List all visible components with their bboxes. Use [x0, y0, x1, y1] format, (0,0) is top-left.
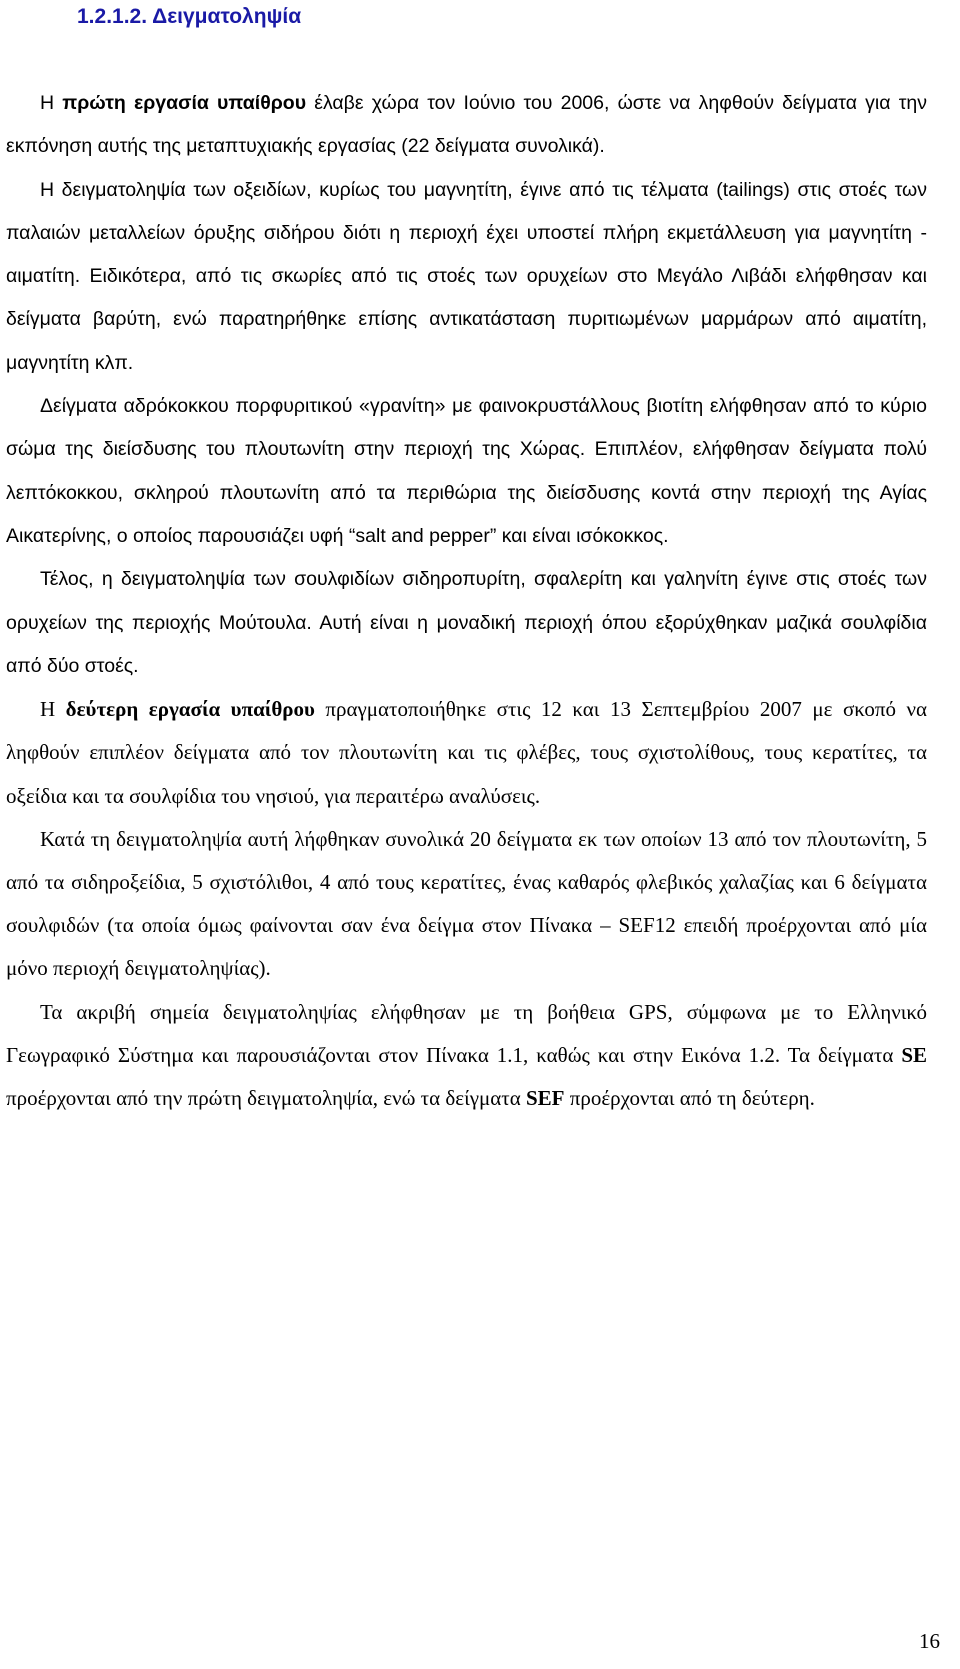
p7-text-a: Τα ακριβή σημεία δειγματοληψίας ελήφθησαν με τη βοήθεια GPS, σύμφωνα με το Ελληνικό Γεωγραφικό Σύστημα και παρουσιάζονται στον Πίνακα 1.1, καθώς και στην Εικόνα 1.2. Τα δείγματα [6, 999, 927, 1067]
p5-text-c: πραγματοποιήθηκε στις 12 και 13 Σεπτεμβρίου 2007 με σκοπό να ληφθούν επιπλέον δείγματα από τον πλουτωνίτη και τις φλέβες, τους σχιστολίθους, τους κερατίτες, τα οξείδια και τα σουλφίδια του νησιού, για περαιτέρω αναλύσεις. [6, 697, 927, 808]
page-number: 16 [919, 1629, 940, 1653]
paragraph-granite-samples: Δείγματα αδρόκοκκου πορφυριτικού «γρανίτη» με φαινοκρυστάλλους βιοτίτη ελήφθησαν από το κύριο σώμα της διείσδυσης του πλουτωνίτη στην περιοχή της Χώρας. Επιπλέον, ελήφθησαν δείγματα πολύ λεπτόκοκκου, σκληρού πλουτωνίτη από τα περιθώρια της διείσδυσης κοντά στην περιοχή της Αγίας Αικατερίνης, ο οποίος παρουσιάζει υφή “salt and pepper” και είναι ισόκοκκος. [6, 395, 927, 547]
paragraph-oxides-sampling: Η δειγματοληψία των οξειδίων, κυρίως του μαγνητίτη, έγινε από τις τέλματα (tailings) στις στοές των παλαιών μεταλλείων όρυξης σιδήρου διότι η περιοχή έχει υποστεί πλήρη εκμετάλλευση για μαγνητίτη - αιματίτη. Ειδικότερα, από τις σκωρίες από τις στοές των ορυχείων στο Μεγάλο Λιβάδι ελήφθησαν και δείγματα βαρύτη, ενώ παρατηρήθηκε επίσης αντικατάσταση πυριτιωμένων μαρμάρων από αιματίτη, μαγνητίτη κλπ. [6, 178, 927, 374]
p7-text-e: προέρχονται από τη δεύτερη. [564, 1085, 815, 1110]
p5-text-a: Η [40, 697, 66, 722]
p7-text-c: προέρχονται από την πρώτη δειγματοληψία, ενώ τα δείγματα [6, 1085, 526, 1110]
p1-text-c: έλαβε χώρα τον Ιούνιο του 2006, ώστε να ληφθούν δείγματα για την εκπόνηση αυτής της μεταπτυχιακής εργασίας (22 δείγματα συνολικά). [6, 92, 927, 158]
paragraph-first-fieldwork [6, 82, 927, 169]
paragraph-sulfides-sampling: Τέλος, η δειγματοληψία των σουλφιδίων σιδηροπυρίτη, σφαλερίτη και γαληνίτη έγινε στις στοές των ορυχείων της περιοχής Μούτουλα. Αυτή είναι η μοναδική περιοχή όπου εξορύχθηκαν μαζικά σουλφίδια από δύο στοές. [6, 568, 927, 677]
p5-bold-term: δεύτερη εργασία υπαίθρου [65, 697, 315, 722]
p7-bold-sef: SEF [525, 1085, 565, 1110]
paragraph-second-fieldwork [6, 688, 927, 818]
p1-bold-term: πρώτη εργασία υπαίθρου [62, 92, 307, 114]
body-text [6, 82, 927, 1120]
p7-bold-se: SE [901, 1042, 927, 1067]
section-heading: 1.2.1.2. Δειγματοληψία [77, 5, 302, 28]
paragraph-sample-counts: Κατά τη δειγματοληψία αυτή λήφθηκαν συνολικά 20 δείγματα εκ των οποίων 13 από τον πλουτωνίτη, 5 από τα σιδηροξείδια, 5 σχιστόλιθοι, 4 από τους κερατίτες, ένας καθαρός φλεβικός χαλαζίας και 6 δείγματα σουλφιδών (τα οποία όμως φαίνονται σαν ένα δείγμα στον Πίνακα – SEF12 επειδή προέρχονται από μία μόνο περιοχή δειγματοληψίας). [6, 826, 927, 981]
paragraph-gps-locations [6, 991, 927, 1121]
p1-text-a: Η [40, 92, 63, 114]
